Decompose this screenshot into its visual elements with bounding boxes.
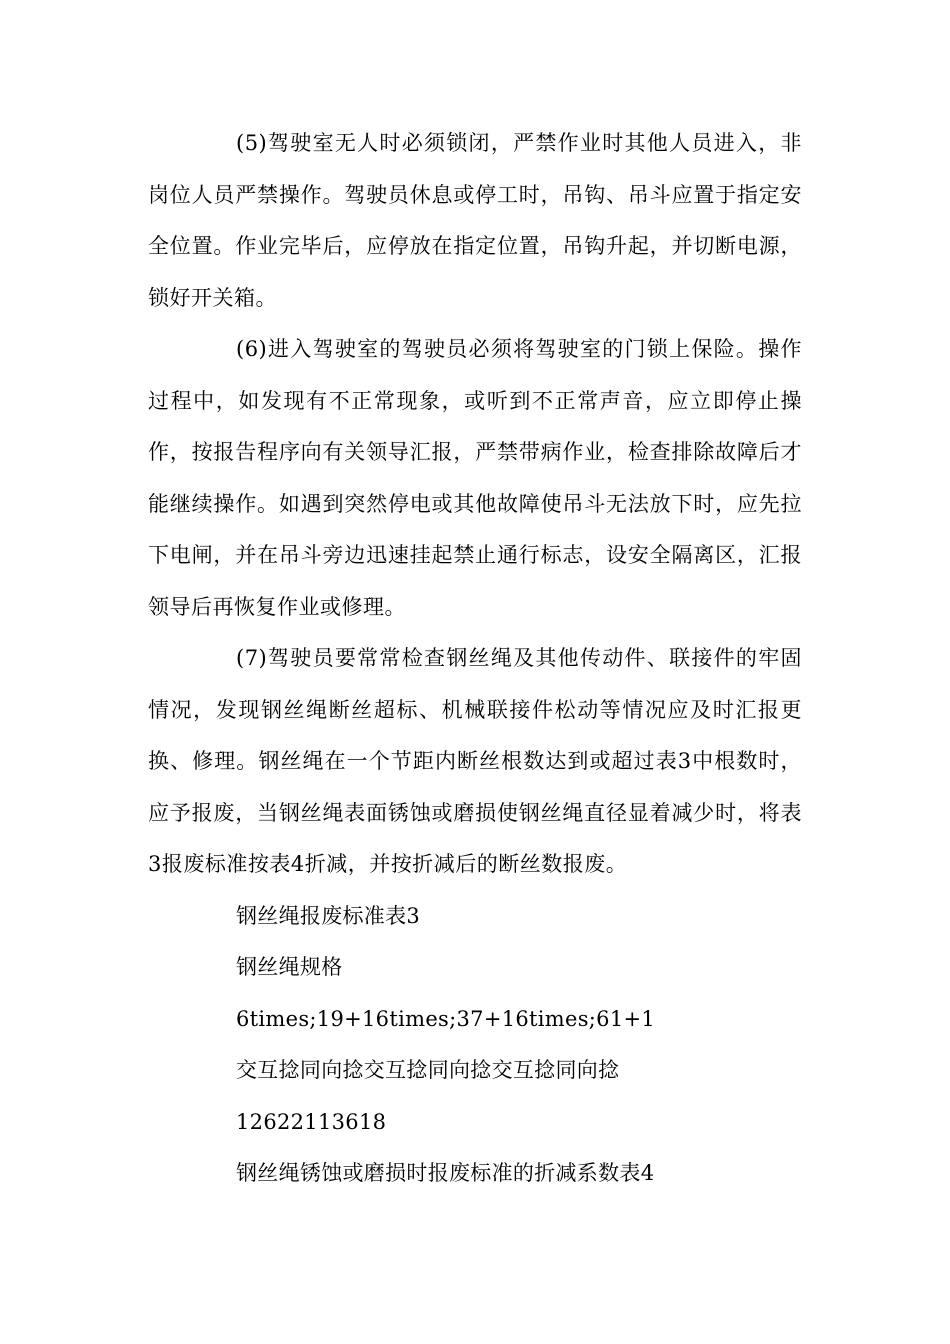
table-3-rope-types: 6times;19+16times;37+16times;61+1: [236, 1006, 656, 1031]
document-body: [148, 118, 802, 1200]
table-3-header-spec: 钢丝绳规格: [236, 955, 343, 979]
paragraph-item-7: (7)驾驶员要常常检查钢丝绳及其他传动件、联接件的牢固情况，发现钢丝绳断丝超标、机械联接件松动等情况应及时汇报更换、修理。钢丝绳在一个节距内断丝根数达到或超过表3中根数时，应予报废，当钢丝绳表面锈蚀或磨损使钢丝绳直径显着减少时，将表3报废标准按表4折减，并按折减后的断丝数报废。: [148, 646, 802, 876]
table-3-wire-counts: 12622113618: [236, 1109, 387, 1134]
table-3-title: 钢丝绳报废标准表3: [236, 903, 421, 928]
paragraph-item-6: (6)进入驾驶室的驾驶员必须将驾驶室的门锁上保险。操作过程中，如发现有不正常现象，或听到不正常声音，应立即停止操作，按报告程序向有关领导汇报，严禁带病作业，检查排除故障后才能继续操作。如遇到突然停电或其他故障使吊斗无法放下时，应先拉下电闸，并在吊斗旁边迅速挂起禁止通行标志，设安全隔离区，汇报领导后再恢复作业或修理。: [148, 337, 802, 619]
paragraph-item-5: (5)驾驶室无人时必须锁闭，严禁作业时其他人员进入，非岗位人员严禁操作。驾驶员休息或停工时，吊钩、吊斗应置于指定安全位置。作业完毕后，应停放在指定位置，吊钩升起，并切断电源，锁好开关箱。: [148, 131, 802, 310]
table-4-title: 钢丝绳锈蚀或磨损时报废标准的折减系数表4: [236, 1161, 655, 1185]
table-3-lay-types: 交互捻同向捻交互捻同向捻交互捻同向捻: [236, 1058, 620, 1082]
